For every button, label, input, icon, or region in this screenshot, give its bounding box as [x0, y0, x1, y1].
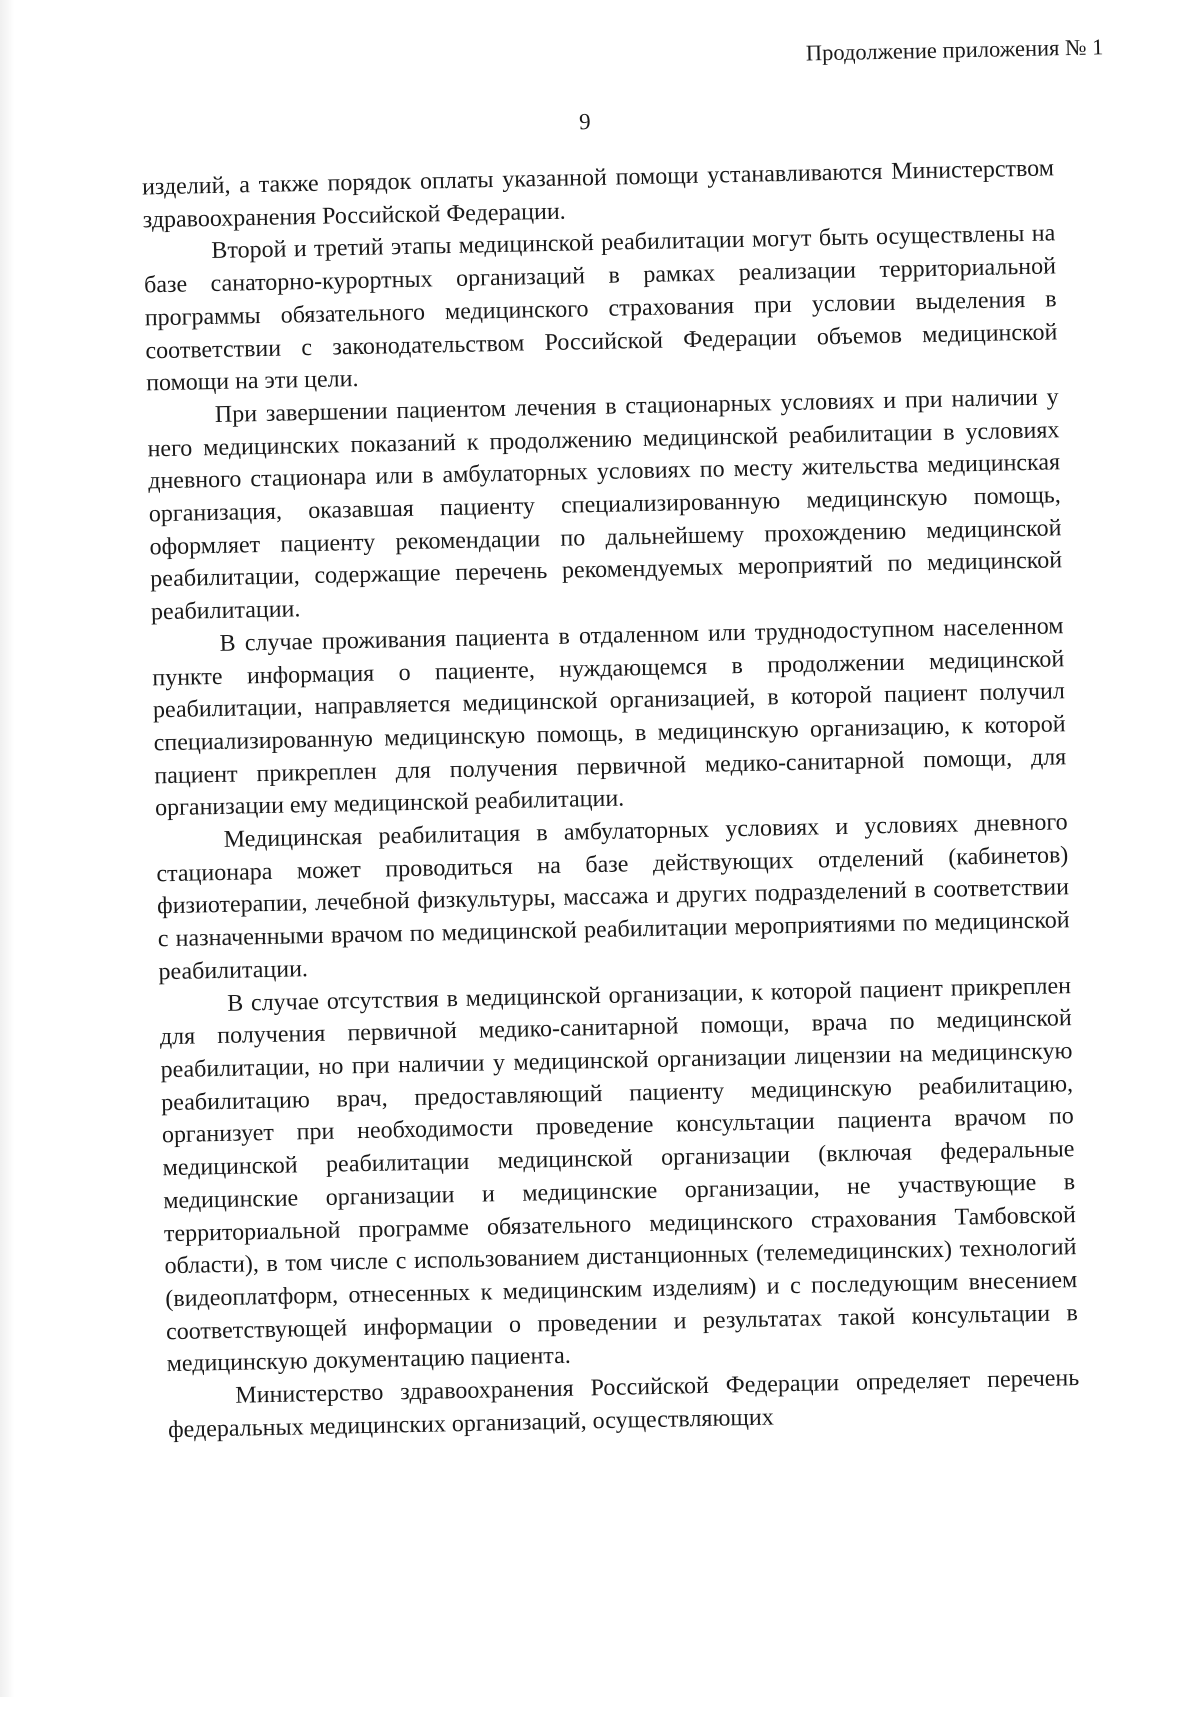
appendix-header: Продолжение приложения № 1: [805, 34, 1104, 66]
page-number: 9: [578, 109, 591, 135]
paragraph-rehab-stages: Второй и третий этапы медицинской реабилитации могут быть осуществлены на базе санаторно-курортных организаций в рамках реализации территориальной программы обязательного медицинского страхования при условии выделения в соответствии с законодательством Российской Федерации объемов медицинской помощи на эти цели.: [143, 220, 1058, 397]
paragraph-outpatient-rehab: Медицинская реабилитация в амбулаторных условиях и условиях дневного стационара может проводиться на базе действующих отделений (кабинетов) физиотерапии, лечебной физкультуры, массажа и других подразделений в соответствии с назначенными врачом по медицинской реабилитации мероприятиями по медицинской реабилитации.: [156, 809, 1070, 986]
paragraph-no-rehab-doctor: В случае отсутствия в медицинской организации, к которой пациент прикреплен для получения первичной медико-санитарной помощи, врача по медицинской реабилитации, но при наличии у медицинской организации лицензии на медицинскую реабилитацию врач, предоставляющий пациенту медицинскую реабилитацию, организует при необходимости проведение консультации пациента врачом по медицинской реабилитации медицинской организации (включая федеральные медицинские организации и медицинские организации, не участвующие в территориальной программе обязательного медицинского страхования Тамбовской области), в том числе с использованием дистанционных (телемедицинских) технологий (видеоплатформ, отнесенных к медицинским изделиям) и с последующим внесением соответствующей информации о проведении и результатах такой консультации в медицинскую документацию пациента.: [159, 972, 1079, 1378]
paragraph-treatment-completion: При завершении пациентом лечения в стационарных условиях и при наличии у него медицинских показаний к продолжению медицинской реабилитации в условиях дневного стационара или в амбулаторных условиях по месту жительства медицинская организация, оказавшая пациенту специализированную медицинскую помощь, оформляет пациенту рекомендации по дальнейшему прохождению медицинской реабилитации, содержащие перечень рекомендуемых мероприятий по медицинской реабилитации.: [147, 384, 1063, 626]
paragraph-ministry-list: Министерство здравоохранения Российской Федерации определяет перечень федеральных медицинских организаций, осуществляющих: [167, 1365, 1080, 1443]
paragraph-continuation: изделий, а также порядок оплаты указанной помощи устанавливаются Министерством здравоохранения Российской Федерации.: [141, 155, 1055, 234]
body-text: [142, 152, 1081, 1446]
paragraph-remote-residence: В случае проживания пациента в отдаленном или труднодоступном населенном пункте информация о пациенте, нуждающемся в продолжении медицинской реабилитации, направляется медицинской организацией, в которой пациент получил специализированную медицинскую помощь, в медицинскую организацию, к которой пациент прикреплен для получения первичной медико-санитарной помощи, для организации ему медицинской реабилитации.: [152, 613, 1067, 822]
